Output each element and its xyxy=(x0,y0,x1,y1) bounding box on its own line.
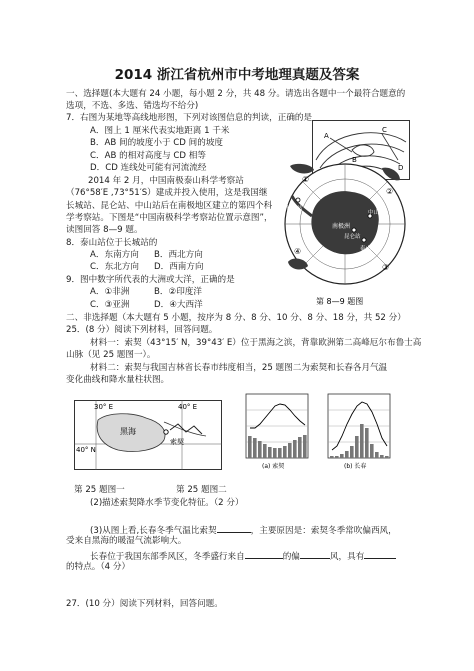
taishan-station-label: 泰山站 xyxy=(360,246,377,252)
zhongshan-station-label: 中山站 xyxy=(368,210,385,216)
q25-figure1-map xyxy=(74,400,222,470)
point-d-label: D xyxy=(398,164,404,172)
answer-blank-2[interactable] xyxy=(245,549,283,559)
q25-q3-text-a: (3)从图上看,长春冬季气温比索契 xyxy=(90,526,217,536)
answer-blank-1[interactable] xyxy=(217,523,251,533)
q7-option-b: B．AB 间的坡度小于 CD 间的坡度 xyxy=(90,138,224,148)
passage-line4: 学考察站。下图是“中国南极科学考察站位置示意图”， xyxy=(66,213,273,223)
q25-material1-line2: 山脉（见 25 题图一）。 xyxy=(66,350,156,360)
q9-option-b: B．②印度洋 xyxy=(154,287,202,297)
longitude-40e-label: 40° E xyxy=(178,403,198,411)
marker-3: ③ xyxy=(382,263,390,272)
antarctic-map-svg xyxy=(282,158,408,308)
q25-subquestion3-line4: 的特点。（4 分） xyxy=(66,562,131,572)
section1-heading-line1: 一、选择题(本大题有 24 小题，每小题 2 分，共 48 分。请选出各题中一个最符合题意的 xyxy=(66,89,406,99)
q7-stem: 7．右图为某地等高线地形图，下列对该图信息的判读，正确的是 xyxy=(66,113,313,123)
q7-option-d: D．CD 连线处可能有河流流经 xyxy=(90,163,207,173)
q8-option-c: C．东北方向 xyxy=(90,262,139,272)
q25-figure2-caption: 第 25 题图二 xyxy=(176,485,227,495)
q9-option-c: C．③亚洲 xyxy=(90,300,130,310)
q7-option-a: A．图上 1 厘米代表实地距离 1 千米 xyxy=(90,126,230,136)
q25-q3-text-b: ，主要原因是：索契冬季常吹偏西风， xyxy=(250,526,397,536)
climate-charts-svg xyxy=(232,388,396,476)
marker-2: ② xyxy=(386,187,394,196)
kunlun-station-label: 昆仑站 xyxy=(344,234,361,240)
q25-material2-line2: 变化曲线和降水量柱状图。 xyxy=(66,375,170,385)
q25-q3-text-d: 的偏 xyxy=(282,552,300,562)
q7-option-c: C．AB 的相对高度与 CD 相等 xyxy=(90,151,206,161)
q8-option-d: D．西南方向 xyxy=(154,262,204,272)
page-title: 2014 浙江省杭州市中考地理真题及答案 xyxy=(114,67,360,83)
point-a-label: A xyxy=(324,132,329,140)
point-b-label: B xyxy=(352,156,357,164)
q8-option-b: B．西北方向 xyxy=(154,250,203,260)
marker-1: ① xyxy=(302,175,310,184)
q27-heading: 27．(10 分）阅读下列材料，回答问题。 xyxy=(66,599,223,609)
passage-line2: （76°58′E ,73°51′S）建成并投入使用，这是我国继 xyxy=(66,188,268,198)
q25-q3-text-e: 风，具有 xyxy=(329,552,365,562)
chart-changchun-label: (b) 长春 xyxy=(344,463,367,470)
q25-material2-line1: 材料二：索契与我国吉林省长春市纬度相当，25 题图二为索契和长春各月气温 xyxy=(90,363,388,373)
black-sea-label: 黑海 xyxy=(120,427,136,436)
q25-figure1-caption: 第 25 题图一 xyxy=(74,485,125,495)
q9-stem: 9．图中数字所代表的大洲或大洋，正确的是 xyxy=(66,275,235,285)
sochi-label: 索契 xyxy=(170,438,184,446)
q9-option-a: A．①非洲 xyxy=(90,287,130,297)
q9-option-d: D．④大西洋 xyxy=(154,300,203,310)
q8-option-a: A．东南方向 xyxy=(90,250,139,260)
chart-sochi-label: (a) 索契 xyxy=(262,463,285,470)
antarctic-stations-map xyxy=(282,158,408,308)
passage-line1: 2014 年 2 月，中国南极泰山科学考察站 xyxy=(88,176,244,186)
q25-figure2-climate-charts xyxy=(232,388,396,476)
q25-subquestion3-line3 xyxy=(90,549,396,563)
longitude-30e-label: 30° E xyxy=(94,403,114,411)
latitude-40n-label: 40° N xyxy=(76,446,96,454)
map89-caption: 第 8—9 题图 xyxy=(316,297,364,306)
q25-subquestion2: (2)描述索契降水季节变化特征。（2 分） xyxy=(90,498,244,508)
point-c-label: C xyxy=(382,126,387,134)
great-wall-station-label: 长城站 xyxy=(286,206,303,212)
marker-4: ④ xyxy=(294,247,302,256)
q8-stem: 8．泰山站位于长城站的 xyxy=(66,238,158,248)
section1-heading-line2: 选项，不选、多选、错选均不给分) xyxy=(66,101,199,111)
section2-heading: 二、非选择题（本大题有 5 小题，按序为 8 分、8 分、10 分、8 分、18 分，共 52 分） xyxy=(66,313,406,323)
antarctica-label: 南极洲 xyxy=(332,223,351,230)
q25-q3-text-c: 长春位于我国东部季风区，冬季盛行来自 xyxy=(90,552,245,562)
q25-subquestion3-line1 xyxy=(90,523,397,537)
q25-heading: 25．(8 分）阅读下列材料，回答问题。 xyxy=(66,325,218,335)
answer-blank-4[interactable] xyxy=(364,549,396,559)
q25-subquestion3-line2: 受来自黑海的暖湿气流影响大。 xyxy=(66,536,187,546)
black-sea-map-svg xyxy=(74,400,222,470)
answer-blank-3[interactable] xyxy=(300,549,330,559)
passage-line3: 长城站、昆仑站、中山站后在南极地区建立的第四个科 xyxy=(66,201,273,211)
q25-material1-line1: 材料一：索契（43°15′ N，39°43′ E）位于黑海之滨，背靠欧洲第二高峰厄尔布鲁士高 xyxy=(90,338,422,348)
passage-line5: 读图回答 8—9 题。 xyxy=(66,225,143,235)
